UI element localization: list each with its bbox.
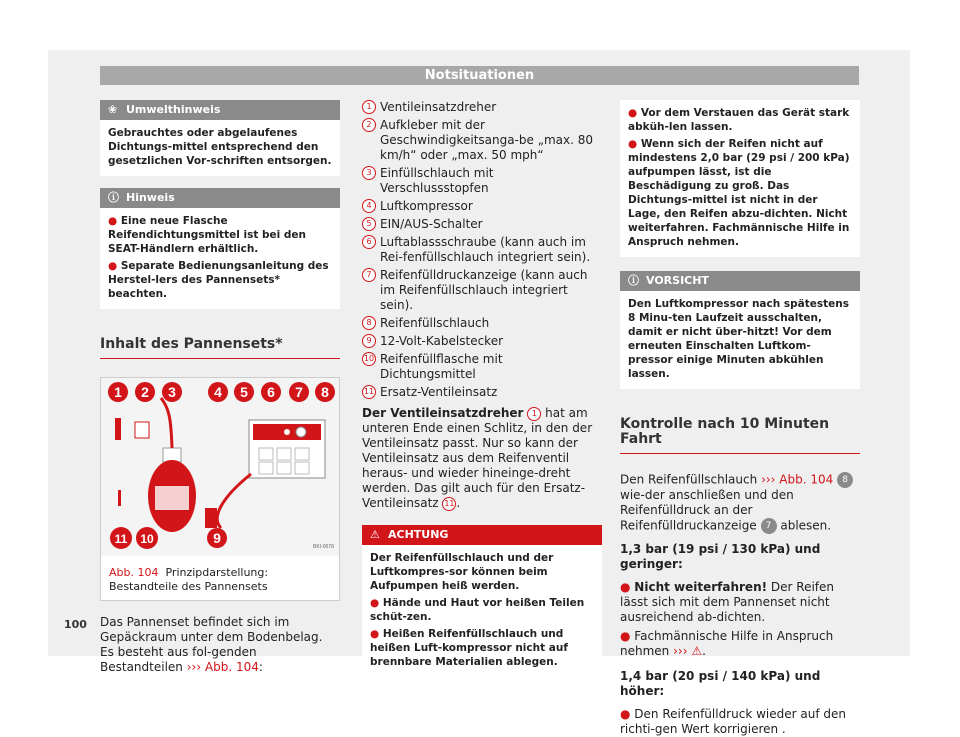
figure-label: Abb. 104 (109, 566, 159, 579)
figure-number: 3 (168, 384, 176, 400)
environment-note-box (100, 100, 340, 176)
right-column (620, 100, 860, 737)
flower-icon: ❀ (108, 103, 118, 116)
warning-reference-link[interactable]: ››› (673, 644, 688, 658)
caution-box (362, 525, 602, 677)
hint-body (100, 208, 340, 309)
figure-code: BKI-0078 (313, 544, 334, 550)
check-section (620, 472, 860, 737)
figure-reference-link[interactable]: ››› Abb. 104 (186, 660, 259, 674)
page-number: 100 (64, 618, 87, 631)
list-item: 8 Reifenfüllschlauch (362, 316, 602, 331)
pannenset-illustration (101, 378, 339, 556)
vorsicht-box (620, 271, 860, 389)
caution-continued-body: ● Vor dem Verstauen das Gerät stark abküh-len lassen. ● Wenn sich der Reifen nicht auf mindestens 2,0 bar (29 psi / 200 kPa) aufpumpen lässt, ist die Beschädigung zu groß. Das Dichtungs-mittel ist nicht in der Lage, den Reifen abzu-dichten. Nicht weiterfahren. Fachmännische Hilfe in Anspruch nehmen. (628, 107, 850, 248)
list-item: 1 Ventileinsatzdreher (362, 100, 602, 115)
list-item: 7 Reifenfülldruckanzeige (kann auch im Reifenfüllschlauch integriert sein). (362, 268, 602, 313)
pressure-heading-low: 1,3 bar (19 psi / 130 kPa) und geringer: (620, 542, 821, 571)
list-item: 9 12-Volt-Kabelstecker (362, 334, 602, 349)
list-item: 2 Aufkleber mit der Geschwindigkeitsanga-be „max. 80 km/h“ oder „max. 50 mph“ (362, 118, 602, 163)
hint-item: ● Eine neue Flasche Reifendichtungsmittel ist bei den SEAT-Händlern erhältlich. (108, 215, 307, 255)
figure-number: 9 (213, 530, 221, 546)
middle-column (362, 100, 602, 677)
hint-item: ● Separate Bedienungsanleitung des Herstel-lers des Pannensets* beachten. (108, 260, 329, 300)
left-column (100, 100, 340, 675)
caution-continued-box (620, 100, 860, 257)
figure-number: 8 (321, 384, 329, 400)
list-item: 6 Luftablassschraube (kann auch im Rei-fenfüllschlauch integriert sein). (362, 235, 602, 265)
parts-list (362, 100, 602, 400)
list-item: 11 Ersatz-Ventileinsatz (363, 385, 498, 399)
environment-note-text: Gebrauchtes oder abgelaufenes Dichtungs-mittel entsprechend den gesetzlichen Vor-schriften entsorgen. (108, 127, 332, 167)
section-title-check: Kontrolle nach 10 Minuten Fahrt (620, 417, 860, 454)
hint-title: Hinweis (126, 191, 175, 204)
list-item: 4 Luftkompressor (362, 199, 602, 214)
figure-number: 4 (214, 384, 222, 400)
figure-number: 1 (114, 384, 122, 400)
figure-number: 7 (295, 384, 303, 400)
vorsicht-header (620, 271, 860, 291)
page-header: Notsituationen (100, 66, 859, 85)
figure-reference-link[interactable]: ››› Abb. 104 (761, 472, 834, 487)
info-icon: ⓘ (108, 191, 119, 204)
figure-number: 10 (140, 532, 154, 546)
environment-note-header (100, 100, 340, 120)
list-item: 3 Einfüllschlauch mit Verschlussstopfen (362, 166, 602, 196)
list-item: 10 Reifenfüllflasche mit Dichtungsmittel (363, 352, 503, 381)
caution-title: ACHTUNG (388, 528, 449, 541)
caution-header (362, 525, 602, 545)
figure-caption-text: Prinzipdarstellung: Bestandteile des Pannensets (109, 566, 269, 593)
valve-paragraph: Der Ventileinsatzdreher 1 hat am unteren Ende einen Schlitz, in den der Ventileinsatz passt. Nur so kann der Ventileinsatz aus dem Reifenventil heraus- und wieder hineinge-dreht werden. Das gilt auch für den Ersatz-Ventileinsatz 11 . (362, 406, 593, 510)
bullet-item: ● Den Reifenfülldruck wieder auf den richti-gen Wert korrigieren . (620, 707, 846, 736)
environment-note-title: Umwelthinweis (126, 103, 221, 116)
hint-header (100, 188, 340, 208)
check-intro: Den Reifenfüllschlauch ››› Abb. 104 8 wie-der anschließen und den Reifenfülldruck an der Reifenfülldruckanzeige 7 ablesen. (620, 472, 860, 534)
figure-caption (101, 560, 339, 600)
hint-box (100, 188, 340, 309)
exclamation-icon: ⓘ (628, 274, 639, 287)
figure-number: 2 (141, 384, 149, 400)
bullet-item: ● Fachmännische Hilfe in Anspruch nehmen ››› ⚠. (620, 629, 834, 658)
vorsicht-title: VORSICHT (646, 274, 709, 287)
figure-number: 6 (267, 384, 275, 400)
section-title-contents: Inhalt des Pannensets* (100, 337, 340, 359)
warning-icon: ⚠ (691, 644, 703, 658)
figure-number: 5 (240, 384, 248, 400)
intro-paragraph: Das Pannenset befindet sich im Gepäckraum unter dem Bodenbelag. Es besteht aus fol-genden Bestandteilen ››› Abb. 104: (100, 615, 323, 674)
caution-body: Der Reifenfüllschlauch und der Luftkompres-sor können beim Aufpumpen heiß werden. ● Hände und Haut vor heißen Teilen schüt-zen. ● Heißen Reifenfüllschlauch und heißen Luft-kompressor nicht auf brennbare Materialien ablegen. (370, 552, 585, 668)
pressure-heading-high: 1,4 bar (20 psi / 140 kPa) und höher: (620, 669, 821, 698)
figure-104 (100, 377, 340, 601)
bullet-item: ● Nicht weiterfahren! Der Reifen lässt sich mit dem Pannenset nicht ausreichend ab-dichten. (620, 580, 835, 624)
figure-number: 11 (114, 532, 128, 546)
vorsicht-text: Den Luftkompressor nach spätestens 8 Minu-ten Laufzeit ausschalten, damit er nicht über-hitzt! Vor dem erneuten Einschalten Luftkom-pressor einige Minuten abkühlen lassen. (628, 298, 849, 380)
list-item: 5 EIN/AUS-Schalter (362, 217, 602, 232)
warning-icon: ⚠ (370, 528, 380, 541)
